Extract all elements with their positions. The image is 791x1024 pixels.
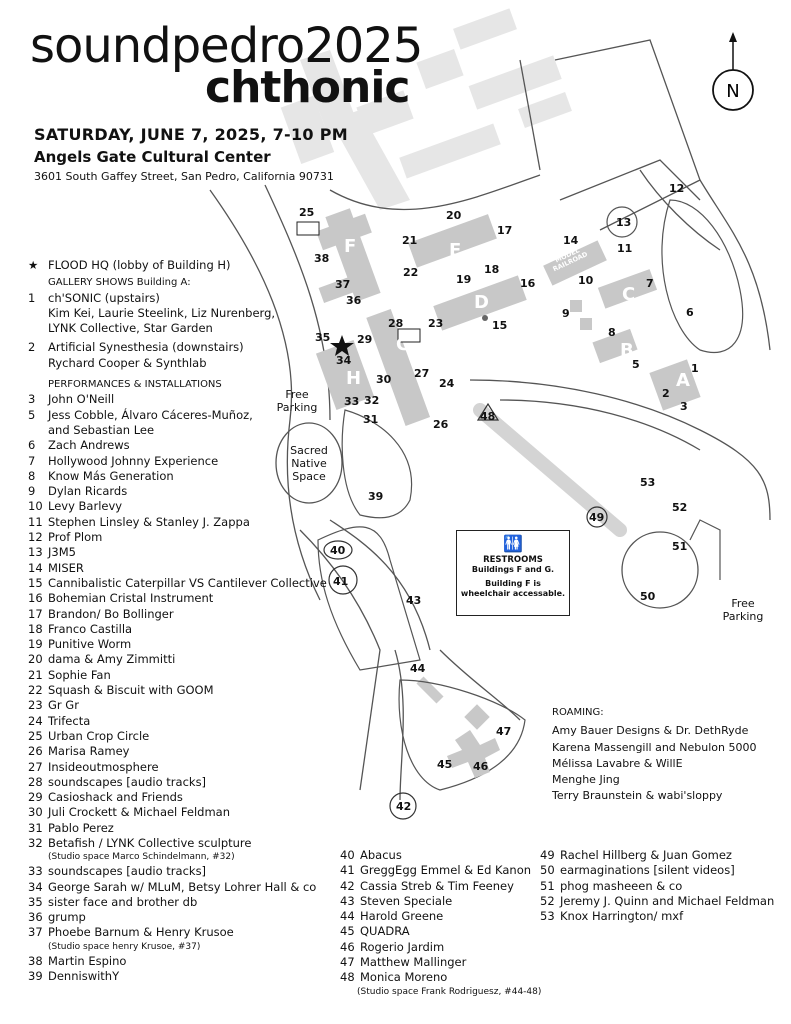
legend-row-34 — [28, 880, 328, 895]
legend-row-41 — [340, 863, 541, 878]
map-point-23: 23 — [428, 317, 444, 330]
map-point-40: 40 — [330, 544, 346, 557]
legend-text: soundscapes [audio tracks] — [48, 864, 207, 879]
legend-text: Monica Moreno — [360, 970, 448, 985]
building-label-B: B — [620, 340, 634, 361]
legend-number: 40 — [340, 848, 355, 862]
legend-number: 42 — [340, 878, 355, 893]
map-point-33: 33 — [344, 395, 360, 408]
legend-row-44 — [340, 909, 541, 924]
legend-text: Jeremy J. Quinn and Michael Feldman — [560, 893, 775, 908]
legend-text: DenniswithY — [48, 969, 120, 984]
legend-text: Sophie Fan — [48, 667, 111, 682]
legend-row-8 — [28, 469, 328, 484]
legend-row-7 — [28, 454, 328, 469]
legend-row-18 — [28, 622, 328, 637]
legend-number: 36 — [28, 910, 43, 925]
building-label-C: C — [622, 284, 636, 305]
legend-row-47 — [340, 955, 541, 970]
map-point-42: 42 — [396, 800, 412, 813]
map-point-16: 16 — [520, 277, 536, 290]
legend-number: 8 — [28, 468, 36, 483]
gallery-header: GALLERY SHOWS Building A: — [48, 277, 191, 289]
legend-row-12 — [28, 530, 328, 545]
legend-text: Steven Speciale — [360, 893, 453, 908]
legend-text: J3M5 — [48, 545, 76, 560]
legend-text: Bohemian Cristal Instrument — [48, 591, 214, 606]
legend-number: 11 — [28, 514, 43, 529]
legend-text: soundscapes [audio tracks] — [48, 774, 207, 789]
legend-item-2-line2: Rychard Cooper & Synthlab — [48, 355, 207, 370]
legend-column-3 — [540, 848, 774, 924]
map-point-50: 50 — [640, 590, 656, 603]
restrooms-box — [456, 530, 570, 616]
map-point-7: 7 — [646, 277, 654, 290]
map-point-3: 3 — [680, 400, 688, 413]
legend-text: Phoebe Barnum & Henry Krusoe — [48, 925, 234, 940]
map-point-9: 9 — [562, 307, 570, 320]
legend-row-11 — [28, 515, 328, 530]
legend-number: 33 — [28, 864, 43, 879]
legend-number: 35 — [28, 894, 43, 909]
legend-row-22 — [28, 683, 328, 698]
legend-number: 37 — [28, 925, 43, 940]
legend-text: Casioshack and Friends — [48, 790, 183, 805]
legend-number: 14 — [28, 560, 43, 575]
map-point-52: 52 — [672, 501, 688, 514]
map-point-51: 51 — [672, 540, 688, 553]
legend-row-30 — [28, 805, 328, 820]
legend-number: 48 — [340, 970, 355, 985]
legend-number: 6 — [28, 438, 36, 453]
legend-number: 28 — [28, 774, 43, 789]
legend-row-26 — [28, 744, 328, 759]
legend-text: grump — [48, 910, 86, 925]
legend-number: 15 — [28, 575, 43, 590]
legend-text: Dylan Ricards — [48, 484, 128, 499]
legend-text: Abacus — [360, 848, 402, 862]
legend-number: 7 — [28, 453, 36, 468]
building-label-E: E — [449, 240, 462, 261]
legend-text: Marisa Ramey — [48, 744, 130, 759]
restrooms-line2: Buildings F and G. — [471, 565, 555, 574]
subtitle: chthonic — [205, 62, 410, 113]
legend-text: John O'Neill — [48, 392, 115, 407]
map-point-48: 48 — [480, 410, 496, 423]
map-point-19: 19 — [456, 273, 472, 286]
legend-number: 43 — [340, 893, 355, 908]
map-point-36: 36 — [346, 294, 362, 307]
legend-text: Harold Greene — [360, 909, 444, 924]
map-point-25: 25 — [299, 206, 315, 219]
brand-title: soundpedro2025 — [30, 18, 423, 74]
map-point-24: 24 — [439, 377, 455, 390]
map-point-47: 47 — [496, 725, 512, 738]
map-point-44: 44 — [410, 662, 426, 675]
legend-number: 19 — [28, 637, 43, 652]
map-point-46: 46 — [473, 760, 489, 773]
legend-number: 49 — [540, 848, 555, 862]
legend-number: 38 — [28, 953, 43, 968]
legend-text: Stephen Linsley & Stanley J. Zappa — [48, 514, 250, 529]
legend-number: 46 — [340, 939, 355, 954]
legend-text: earmaginations [silent videos] — [560, 863, 735, 878]
note-48: (Studio space Frank Rodriguesz, #44-48) — [357, 986, 542, 997]
legend-row-46 — [340, 940, 541, 955]
legend-row-16 — [28, 591, 328, 606]
legend-number: 29 — [28, 790, 43, 805]
legend-row-37 — [28, 925, 328, 940]
legend-row-38 — [28, 954, 328, 969]
map-point-5: 5 — [632, 358, 640, 371]
legend-row-35 — [28, 895, 328, 910]
legend-text: GreggEgg Emmel & Ed Kanon — [360, 863, 532, 878]
map-point-14: 14 — [563, 234, 579, 247]
legend-text: Prof Plom — [48, 530, 103, 545]
legend-number: 22 — [28, 683, 43, 698]
legend-text: sister face and brother db — [48, 894, 198, 909]
roaming-name: Karena Massengill and Nebulon 5000 — [552, 740, 757, 754]
map-point-20: 20 — [446, 209, 462, 222]
legend-row-17 — [28, 607, 328, 622]
legend-text: Betafish / LYNK Collective sculpture — [48, 835, 252, 850]
legend-number: 52 — [540, 893, 555, 908]
legend-number: 50 — [540, 863, 555, 878]
map-point-18: 18 — [484, 263, 500, 276]
map-point-10: 10 — [578, 274, 594, 287]
legend-text: Trifecta — [48, 713, 91, 728]
legend-text: Martin Espino — [48, 953, 127, 968]
legend-text: Rogerio Jardim — [360, 939, 445, 954]
map-point-27: 27 — [414, 367, 430, 380]
legend-row-15 — [28, 576, 328, 591]
legend-number: 53 — [540, 909, 555, 924]
map-point-43: 43 — [406, 594, 422, 607]
legend-text: Franco Castilla — [48, 621, 133, 636]
map-point-30: 30 — [376, 373, 392, 386]
legend-number: 21 — [28, 667, 43, 682]
map-point-37: 37 — [335, 278, 351, 291]
parking-lot-shape — [662, 200, 743, 353]
map-point-45: 45 — [437, 758, 453, 771]
note-37: (Studio space henry Krusoe, #37) — [48, 941, 201, 952]
legend-row-43 — [340, 894, 541, 909]
legend-number: 24 — [28, 713, 43, 728]
map-point-28: 28 — [388, 317, 404, 330]
legend-row-14 — [28, 561, 328, 576]
legend-row-33 — [28, 864, 328, 879]
venue-address: 3601 South Gaffey Street, San Pedro, California 90731 — [34, 170, 334, 183]
legend-item-1: 1 ch'SONIC (upstairs) — [28, 290, 160, 305]
legend-row-20 — [28, 652, 328, 667]
free-parking-label-2: Free Parking — [722, 597, 764, 623]
map-point-22: 22 — [403, 266, 419, 279]
legend-row-40 — [340, 848, 541, 863]
roaming-list — [552, 705, 757, 805]
legend-row-31 — [28, 821, 328, 836]
legend-text: Zach Andrews — [48, 438, 130, 453]
map-point-6: 6 — [686, 306, 694, 319]
roaming-name: Terry Braunstein & wabi'sloppy — [552, 789, 723, 803]
legend-row-53 — [540, 909, 774, 924]
building-label-F: F — [344, 236, 357, 257]
legend-hq: ★ FLOOD HQ (lobby of Building H) — [28, 258, 231, 272]
legend-text: Knox Harrington/ mxf — [560, 909, 684, 924]
legend-number: 47 — [340, 955, 355, 970]
legend-row-27 — [28, 760, 328, 775]
legend-row-42 — [340, 879, 541, 894]
legend-item-1-line2: Kim Kei, Laurie Steelink, Liz Nurenberg, — [48, 305, 276, 320]
legend-text: Cannibalistic Caterpillar VS Cantilever Collective — [48, 575, 327, 590]
legend-number: 5 — [28, 407, 36, 422]
compass-north-icon — [708, 32, 758, 112]
legend-number: 39 — [28, 969, 43, 984]
legend-number: 17 — [28, 606, 43, 621]
legend-number: 10 — [28, 499, 43, 514]
legend-number: 25 — [28, 728, 43, 743]
legend-number: 41 — [340, 863, 355, 878]
legend-row-45 — [340, 924, 541, 939]
map-point-21: 21 — [402, 234, 418, 247]
legend-text: and Sebastian Lee — [48, 422, 155, 437]
map-point-2: 2 — [662, 387, 670, 400]
legend-number: 51 — [540, 878, 555, 893]
legend-text: Cassia Streb & Tim Feeney — [360, 878, 514, 893]
legend-row-49 — [540, 848, 774, 863]
star-icon: ★ — [28, 258, 39, 272]
roaming-header: ROAMING: — [552, 707, 604, 718]
restrooms-title: RESTROOMS — [483, 555, 543, 565]
map-point-8: 8 — [608, 326, 616, 339]
building-label-A: A — [676, 370, 690, 391]
legend-text: Juli Crockett & Michael Feldman — [48, 805, 231, 820]
map-point-41: 41 — [333, 575, 349, 588]
legend-text: QUADRA — [360, 924, 410, 939]
legend-text: phog masheeen & co — [560, 878, 683, 893]
legend-row-28 — [28, 775, 328, 790]
legend-number: 12 — [28, 530, 43, 545]
legend-row-21 — [28, 668, 328, 683]
legend-column-2 — [340, 848, 541, 999]
legend-number: 23 — [28, 698, 43, 713]
legend-number: 32 — [28, 835, 43, 850]
map-point-32: 32 — [364, 394, 380, 407]
sacred-space-label: Sacred Native Space — [290, 444, 328, 483]
restroom-icon: 🚻 — [503, 534, 523, 553]
legend-row-36 — [28, 910, 328, 925]
legend-number: 9 — [28, 484, 36, 499]
legend-number: 18 — [28, 621, 43, 636]
legend-number: 16 — [28, 591, 43, 606]
map-point-17: 17 — [497, 224, 513, 237]
legend-item-2: 2 Artificial Synesthesia (downstairs) — [28, 340, 244, 355]
venue-name: Angels Gate Cultural Center — [34, 148, 271, 166]
map-point-35: 35 — [315, 331, 331, 344]
legend-text: Jess Cobble, Álvaro Cáceres-Muñoz, — [48, 407, 253, 422]
legend-number: 30 — [28, 805, 43, 820]
free-parking-label-1: Free Parking — [276, 388, 318, 414]
map-point-53: 53 — [640, 476, 656, 489]
legend-row-9 — [28, 484, 328, 499]
model-railroad-label: MODEL RAILROAD — [551, 246, 589, 274]
roaming-name: Menghe Jing — [552, 773, 620, 787]
map-point-12: 12 — [669, 182, 685, 195]
roaming-name: Amy Bauer Designs & Dr. DethRyde — [552, 724, 749, 738]
legend-row-cont — [28, 423, 328, 438]
legend-text: Squash & Biscuit with GOOM — [48, 683, 214, 698]
map-point-49: 49 — [589, 511, 605, 524]
legend-text: dama & Amy Zimmitti — [48, 652, 176, 667]
legend-number: 26 — [28, 744, 43, 759]
map-point-1: 1 — [691, 362, 699, 375]
building-label-H: H — [346, 368, 362, 389]
legend-text: Insideoutmosphere — [48, 759, 159, 774]
map-point-31: 31 — [363, 413, 379, 426]
map-point-26: 26 — [433, 418, 449, 431]
legend-row-29 — [28, 790, 328, 805]
legend-item-1-line3: LYNK Collective, Star Garden — [48, 321, 213, 336]
legend-text: Know Más Generation — [48, 468, 174, 483]
restrooms-line3: Building F is — [485, 579, 541, 588]
compass-label: N — [726, 81, 740, 102]
map-point-15: 15 — [492, 319, 508, 332]
legend-row-25 — [28, 729, 328, 744]
performances-header: PERFORMANCES & INSTALLATIONS — [48, 379, 222, 391]
building-label-G: G — [396, 334, 411, 355]
legend-text: Gr Gr — [48, 698, 79, 713]
legend-number: 31 — [28, 820, 43, 835]
legend-number: 13 — [28, 545, 43, 560]
legend-number: 44 — [340, 909, 355, 924]
legend-text: Levy Barlevy — [48, 499, 123, 514]
legend-row-10 — [28, 499, 328, 514]
note-32: (Studio space Marco Schindelmann, #32) — [48, 852, 235, 863]
legend-text: MISER — [48, 560, 84, 575]
legend-number: 34 — [28, 879, 43, 894]
map-point-39: 39 — [368, 490, 384, 503]
legend-text: George Sarah w/ MLuM, Betsy Lohrer Hall & co — [48, 879, 317, 894]
map-point-29: 29 — [357, 333, 373, 346]
legend-text: Brandon/ Bo Bollinger — [48, 606, 174, 621]
legend-row-23 — [28, 698, 328, 713]
legend — [28, 258, 331, 984]
legend-text: Hollywood Johnny Experience — [48, 453, 219, 468]
roaming-name: Mélissa Lavabre & WillE — [552, 756, 683, 770]
legend-number — [28, 423, 48, 438]
legend-row-48 — [340, 970, 541, 985]
map-point-38: 38 — [314, 252, 330, 265]
legend-number: 45 — [340, 924, 355, 939]
legend-row-51 — [540, 879, 774, 894]
legend-row-6 — [28, 438, 328, 453]
map-point-13: 13 — [616, 216, 632, 229]
legend-row-24 — [28, 714, 328, 729]
legend-number: 3 — [28, 392, 36, 407]
legend-text: Rachel Hillberg & Juan Gomez — [560, 848, 732, 862]
legend-number: 20 — [28, 652, 43, 667]
legend-row-39 — [28, 969, 328, 984]
legend-row-32 — [28, 836, 328, 851]
legend-text: Urban Crop Circle — [48, 728, 150, 743]
legend-text: Punitive Worm — [48, 637, 132, 652]
legend-text: Matthew Mallinger — [360, 955, 467, 970]
restrooms-line4: wheelchair accessable. — [460, 589, 566, 598]
map-point-34: 34 — [336, 354, 352, 367]
legend-number: 27 — [28, 759, 43, 774]
event-date: SATURDAY, JUNE 7, 2025, 7-10 PM — [34, 125, 348, 144]
building-label-D: D — [474, 292, 489, 313]
legend-row-50 — [540, 863, 774, 878]
legend-row-13 — [28, 545, 328, 560]
map-point-11: 11 — [617, 242, 633, 255]
legend-row-19 — [28, 637, 328, 652]
legend-text: Pablo Perez — [48, 820, 114, 835]
legend-row-52 — [540, 894, 774, 909]
